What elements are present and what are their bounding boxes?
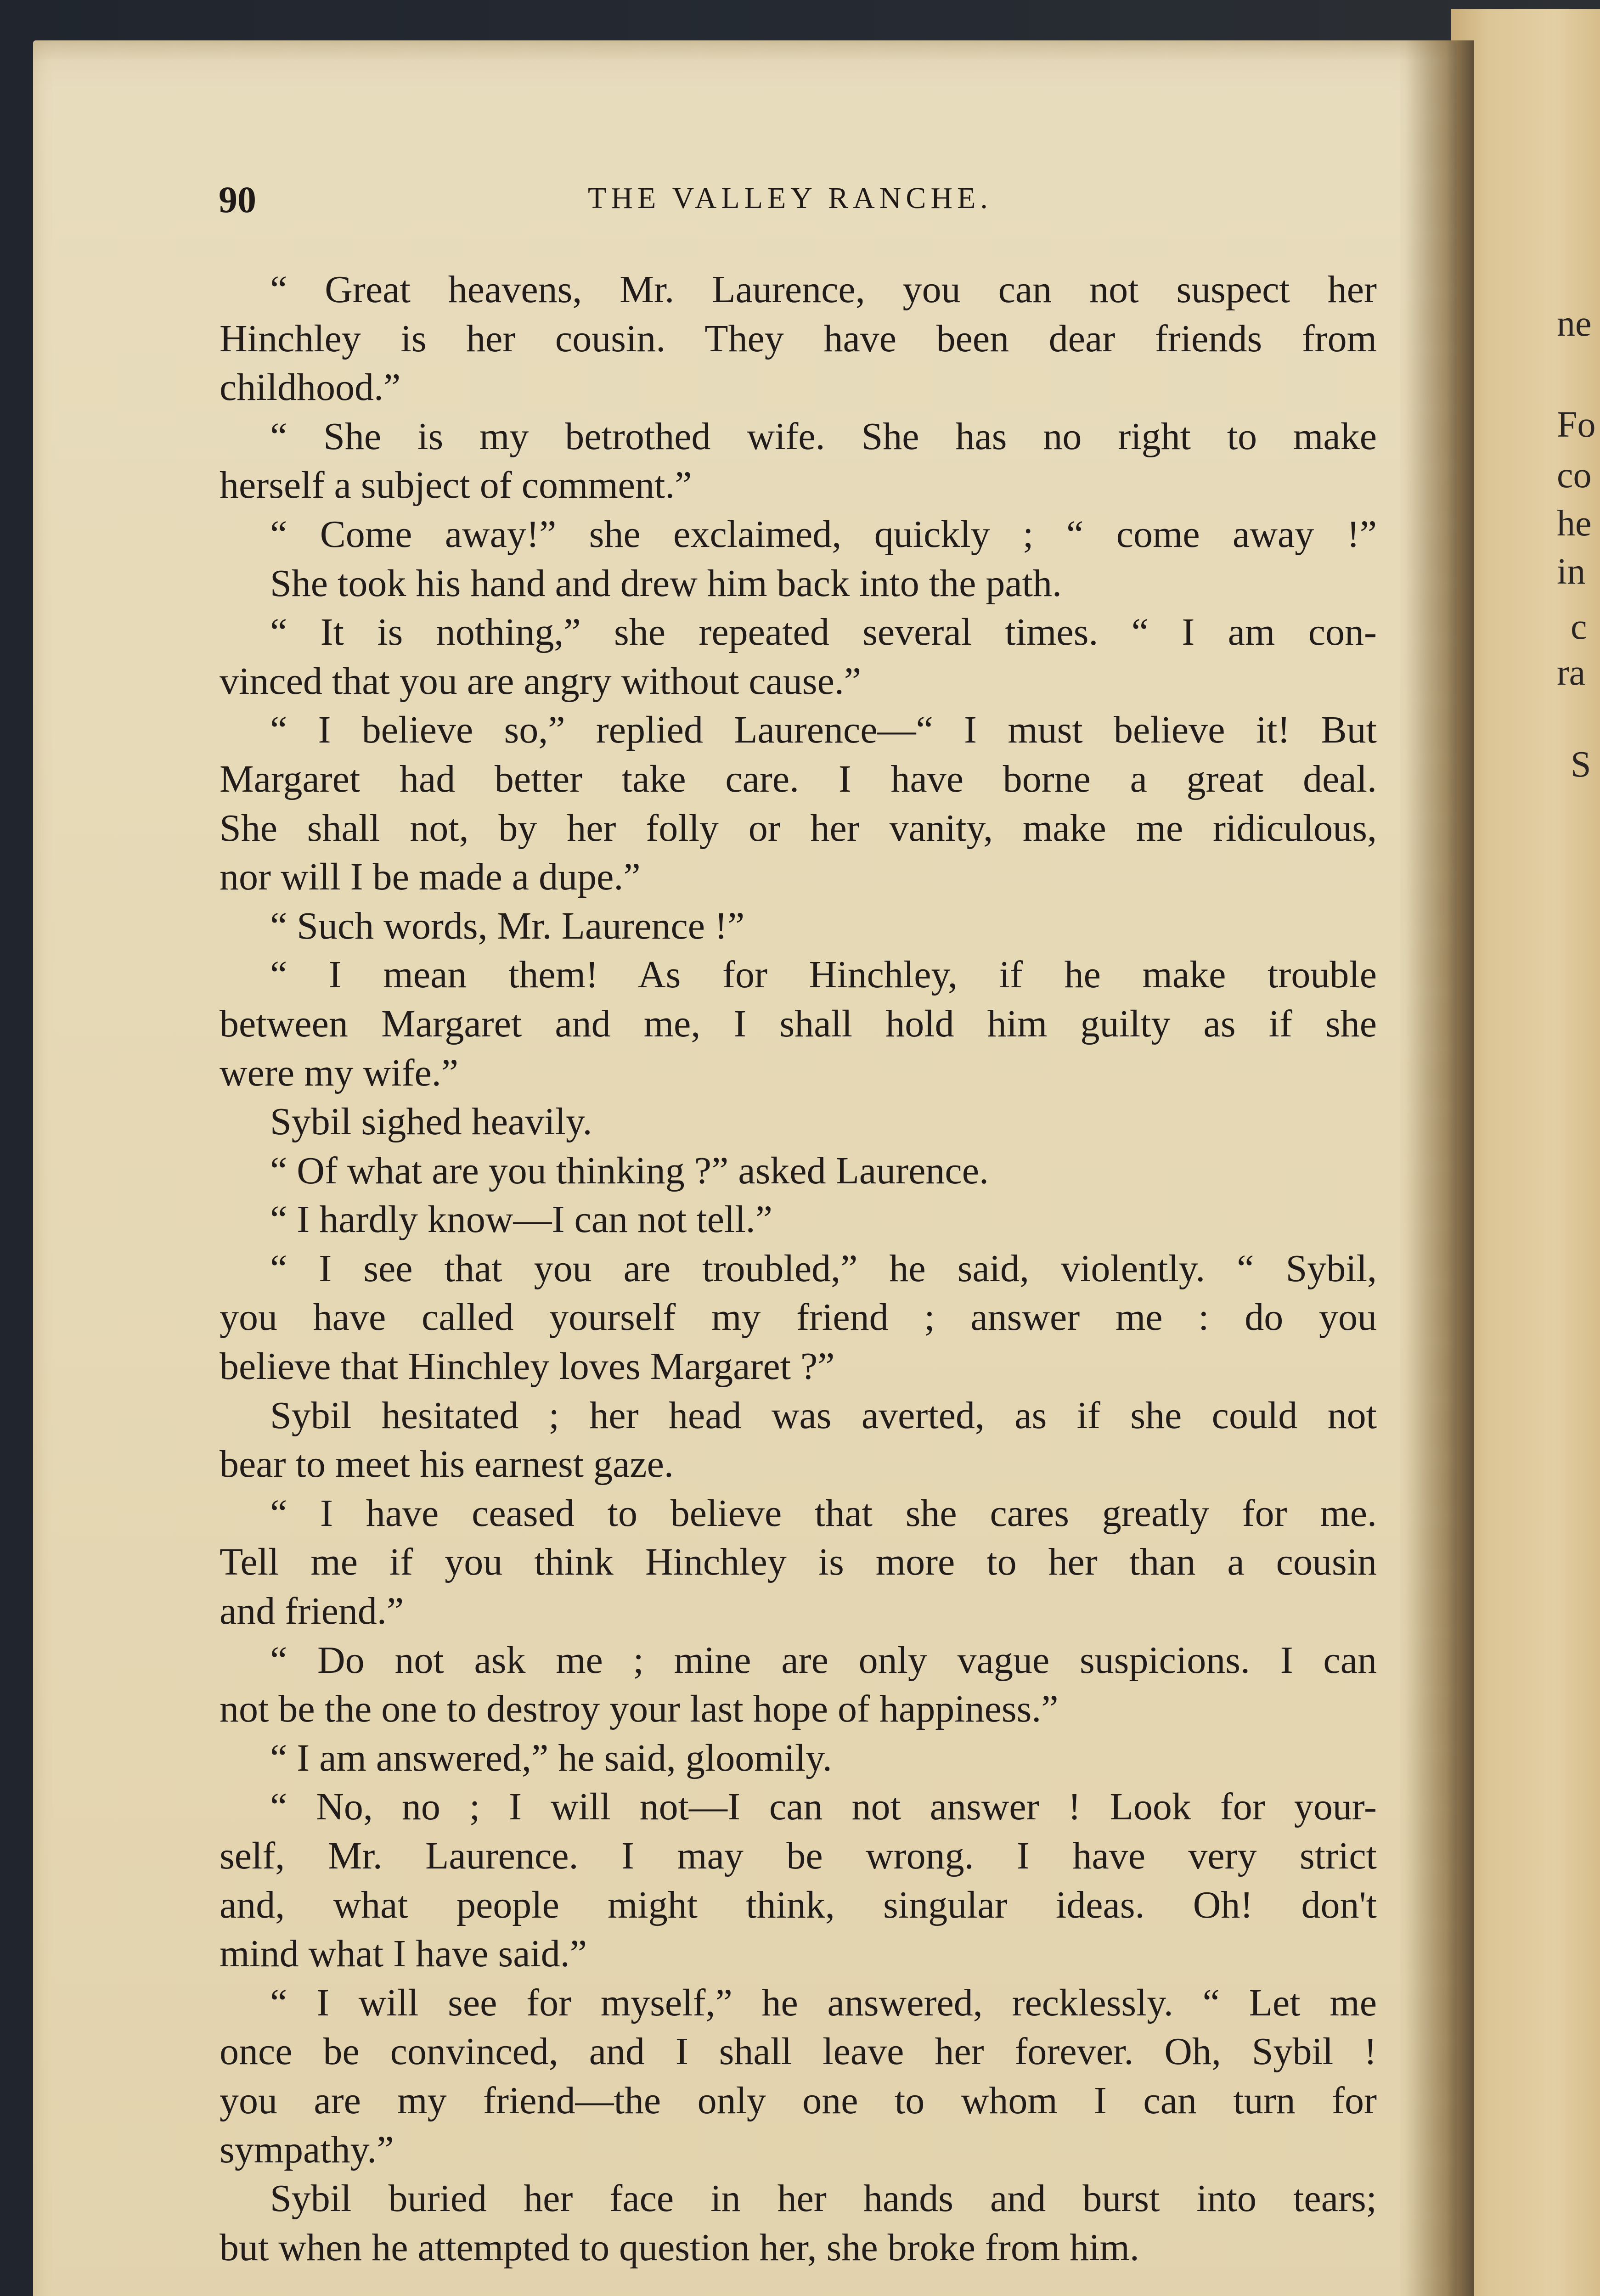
text-line: between Margaret and me, I shall hold him guilty as if she [220,1002,1377,1045]
text-line: and, what people might think, singular ideas. Oh! don't [220,1883,1377,1926]
text-line: childhood.” [220,366,401,409]
text-line: “ I hardly know—I can not tell.” [270,1198,772,1241]
text-line: Tell me if you think Hinchley is more to her than a cousin [220,1541,1377,1584]
text-line: vinced that you are angry without cause.” [220,659,862,703]
text-line: believe that Hinchley loves Margaret ?” [220,1345,835,1388]
text-line: Margaret had better take care. I have borne a great deal. [220,757,1377,800]
opposite-page-fragment: he [1557,503,1592,544]
text-line: “ Do not ask me ; mine are only vague suspicions. I can [270,1638,1377,1682]
text-line: “ It is nothing,” she repeated several times. “ I am con- [270,611,1377,654]
text-line: nor will I be made a dupe.” [220,855,641,899]
text-line: “ I will see for myself,” he answered, recklessly. “ Let me [270,1981,1377,2024]
text-line: “ No, no ; I will not—I can not answer ! Look for your- [270,1785,1377,1829]
body-text [220,265,1377,2272]
text-line: She shall not, by her folly or her vanity, make me ridiculous, [220,806,1377,850]
text-line: “ I believe so,” replied Laurence—“ I must believe it! But [270,709,1377,752]
text-line: Hinchley is her cousin. They have been dear friends from [220,317,1377,360]
page-gutter-shadow [1405,40,1474,2296]
text-line: but when he attempted to question her, she broke from him. [220,2226,1139,2269]
text-line: were my wife.” [220,1051,459,1094]
text-line: mind what I have said.” [220,1932,587,1975]
text-line: Sybil buried her face in her hands and burst into tears; [270,2177,1377,2220]
text-line: once be convinced, and I shall leave her forever. Oh, Sybil ! [220,2030,1377,2073]
text-line: “ I see that you are troubled,” he said, violently. “ Sybil, [270,1247,1377,1290]
opposite-page-fragment: ne [1557,304,1592,344]
text-line: “ Of what are you thinking ?” asked Laurence. [270,1149,989,1192]
opposite-page-fragment: ra [1557,653,1586,693]
opposite-page-fragment: c [1571,607,1587,647]
running-head: THE VALLEY RANCHE. [588,181,992,215]
text-line: bear to meet his earnest gaze. [220,1443,674,1486]
text-line: not be the one to destroy your last hope of happiness.” [220,1688,1059,1731]
text-line: “ She is my betrothed wife. She has no right to make [270,415,1377,458]
text-line: “ I have ceased to believe that she cares greatly for me. [270,1491,1377,1535]
text-line: herself a subject of comment.” [220,464,692,507]
text-line: “ I am answered,” he said, gloomily. [270,1736,832,1779]
text-line: Sybil sighed heavily. [270,1100,592,1143]
opposite-page-fragment: S [1571,744,1591,785]
opposite-page-fragment: in [1557,551,1586,592]
text-line: She took his hand and drew him back into the path. [270,562,1062,605]
text-line: Sybil hesitated ; her head was averted, as if she could not [270,1394,1377,1437]
text-line: “ Such words, Mr. Laurence !” [270,904,745,947]
text-line: self, Mr. Laurence. I may be wrong. I have very strict [220,1835,1377,1877]
text-line: you have called yourself my friend ; answer me : do you [220,1296,1377,1339]
text-line: and friend.” [220,1590,404,1633]
text-line: “ Great heavens, Mr. Laurence, you can not suspect her [270,268,1377,311]
opposite-page-fragment: Fo [1557,405,1596,445]
text-line: sympathy.” [220,2128,394,2171]
text-line: you are my friend—the only one to whom I can turn for [220,2079,1377,2122]
page-header [188,174,1382,225]
text-line: “ Come away!” she exclaimed, quickly ; “ come away !” [270,512,1377,556]
opposite-page-fragment: co [1557,455,1592,495]
text-line: “ I mean them! As for Hinchley, if he make trouble [270,953,1377,996]
page-number: 90 [219,179,256,220]
